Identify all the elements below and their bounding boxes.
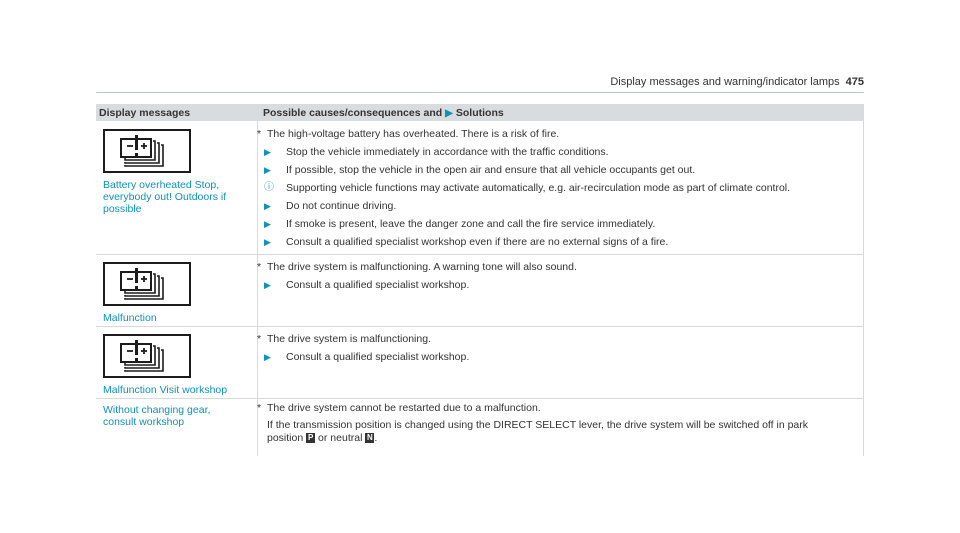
message-cell	[103, 121, 253, 215]
message-text	[103, 312, 253, 324]
table-row	[96, 254, 864, 326]
arrow-right-icon: ▶	[264, 352, 271, 362]
message-text	[103, 179, 253, 215]
col-header-messages: Display messages	[99, 107, 191, 119]
col-header-causes-text: Possible causes/consequences and	[263, 107, 443, 119]
cause-text: The drive system cannot be restarted due to a malfunction.	[267, 402, 541, 414]
arrow-right-icon: ▶	[264, 201, 271, 211]
display-messages-table	[96, 104, 864, 456]
table-row	[96, 326, 864, 398]
solution-step	[264, 197, 854, 215]
message-line: Malfunction	[103, 312, 157, 324]
cause-text: The drive system is malfunctioning. A warning tone will also sound.	[267, 261, 577, 273]
message-line: Without changing gear,	[103, 404, 211, 416]
arrow-right-icon: ▶	[264, 219, 271, 229]
neutral-gear-icon: N	[366, 433, 373, 443]
high-voltage-battery-icon	[103, 262, 191, 306]
step-text: Consult a qualified specialist workshop.	[286, 279, 470, 291]
cause-line	[257, 258, 854, 276]
note-text: or neutral	[318, 432, 363, 444]
step-text: Stop the vehicle immediately in accordance with the traffic conditions.	[286, 146, 609, 158]
solution-step	[264, 215, 854, 233]
arrow-right-icon: ▶	[264, 147, 271, 157]
step-text: Consult a qualified specialist workshop.	[286, 351, 470, 363]
note-line	[264, 432, 854, 445]
cause-line	[257, 402, 854, 415]
message-line: consult workshop	[103, 416, 185, 428]
info-icon: ⓘ	[264, 182, 274, 193]
running-head	[0, 76, 864, 90]
note-text: .	[374, 432, 378, 444]
asterisk-marker: *	[257, 333, 262, 345]
table-row	[96, 398, 864, 456]
arrow-right-icon: ▶	[264, 237, 271, 247]
message-line: Battery overheated Stop,	[103, 179, 220, 191]
asterisk-marker: *	[257, 128, 262, 140]
message-text	[103, 384, 253, 396]
table-row	[96, 121, 864, 254]
cause-line	[257, 330, 854, 348]
park-gear-icon: P	[307, 433, 314, 443]
step-text: If possible, stop the vehicle in the open air and ensure that all vehicle occupants get out.	[286, 164, 696, 176]
high-voltage-battery-icon	[103, 334, 191, 378]
message-cell	[103, 404, 253, 428]
arrow-right-icon: ▶	[264, 280, 271, 290]
solution-step	[264, 143, 854, 161]
cause-cell	[257, 402, 854, 445]
note-line: If the transmission position is changed using the DIRECT SELECT lever, the drive system will be switched off in park	[267, 419, 809, 431]
table-header	[96, 104, 864, 121]
info-note	[264, 179, 854, 197]
cause-line	[257, 125, 854, 143]
message-cell	[103, 326, 253, 396]
arrow-right-icon: ▶	[445, 108, 453, 119]
col-header-solutions-text: Solutions	[455, 107, 504, 119]
asterisk-marker: *	[257, 261, 262, 273]
message-line: everybody out! Outdoors if	[103, 191, 227, 203]
step-text: Do not continue driving.	[286, 200, 397, 212]
message-line: possible	[103, 203, 142, 215]
cause-text: The drive system is malfunctioning.	[267, 333, 431, 345]
message-line: Malfunction Visit workshop	[103, 384, 228, 396]
step-text: Consult a qualified specialist workshop even if there are no external signs of a fire.	[286, 236, 669, 248]
asterisk-marker: *	[257, 402, 262, 414]
solution-step	[264, 276, 854, 294]
solution-step	[264, 161, 854, 179]
cause-text: The high-voltage battery has overheated. There is a risk of fire.	[267, 128, 560, 140]
section-title: Display messages and warning/indicator lamps	[610, 76, 840, 88]
message-text	[103, 404, 253, 428]
solution-step	[264, 233, 854, 251]
header-rule	[96, 92, 864, 93]
message-cell	[103, 254, 253, 324]
col-header-causes	[263, 107, 504, 119]
cause-cell	[257, 258, 854, 294]
arrow-right-icon: ▶	[264, 165, 271, 175]
note-text: position	[267, 432, 304, 444]
step-text: If smoke is present, leave the danger zone and call the fire service immediately.	[286, 218, 656, 230]
high-voltage-battery-icon	[103, 129, 191, 173]
solution-step	[264, 348, 854, 366]
page-number: 475	[845, 76, 864, 88]
cause-cell	[257, 330, 854, 366]
cause-cell	[257, 125, 854, 251]
info-text: Supporting vehicle functions may activate automatically, e.g. air-recirculation mode as part of climate control.	[286, 182, 791, 194]
